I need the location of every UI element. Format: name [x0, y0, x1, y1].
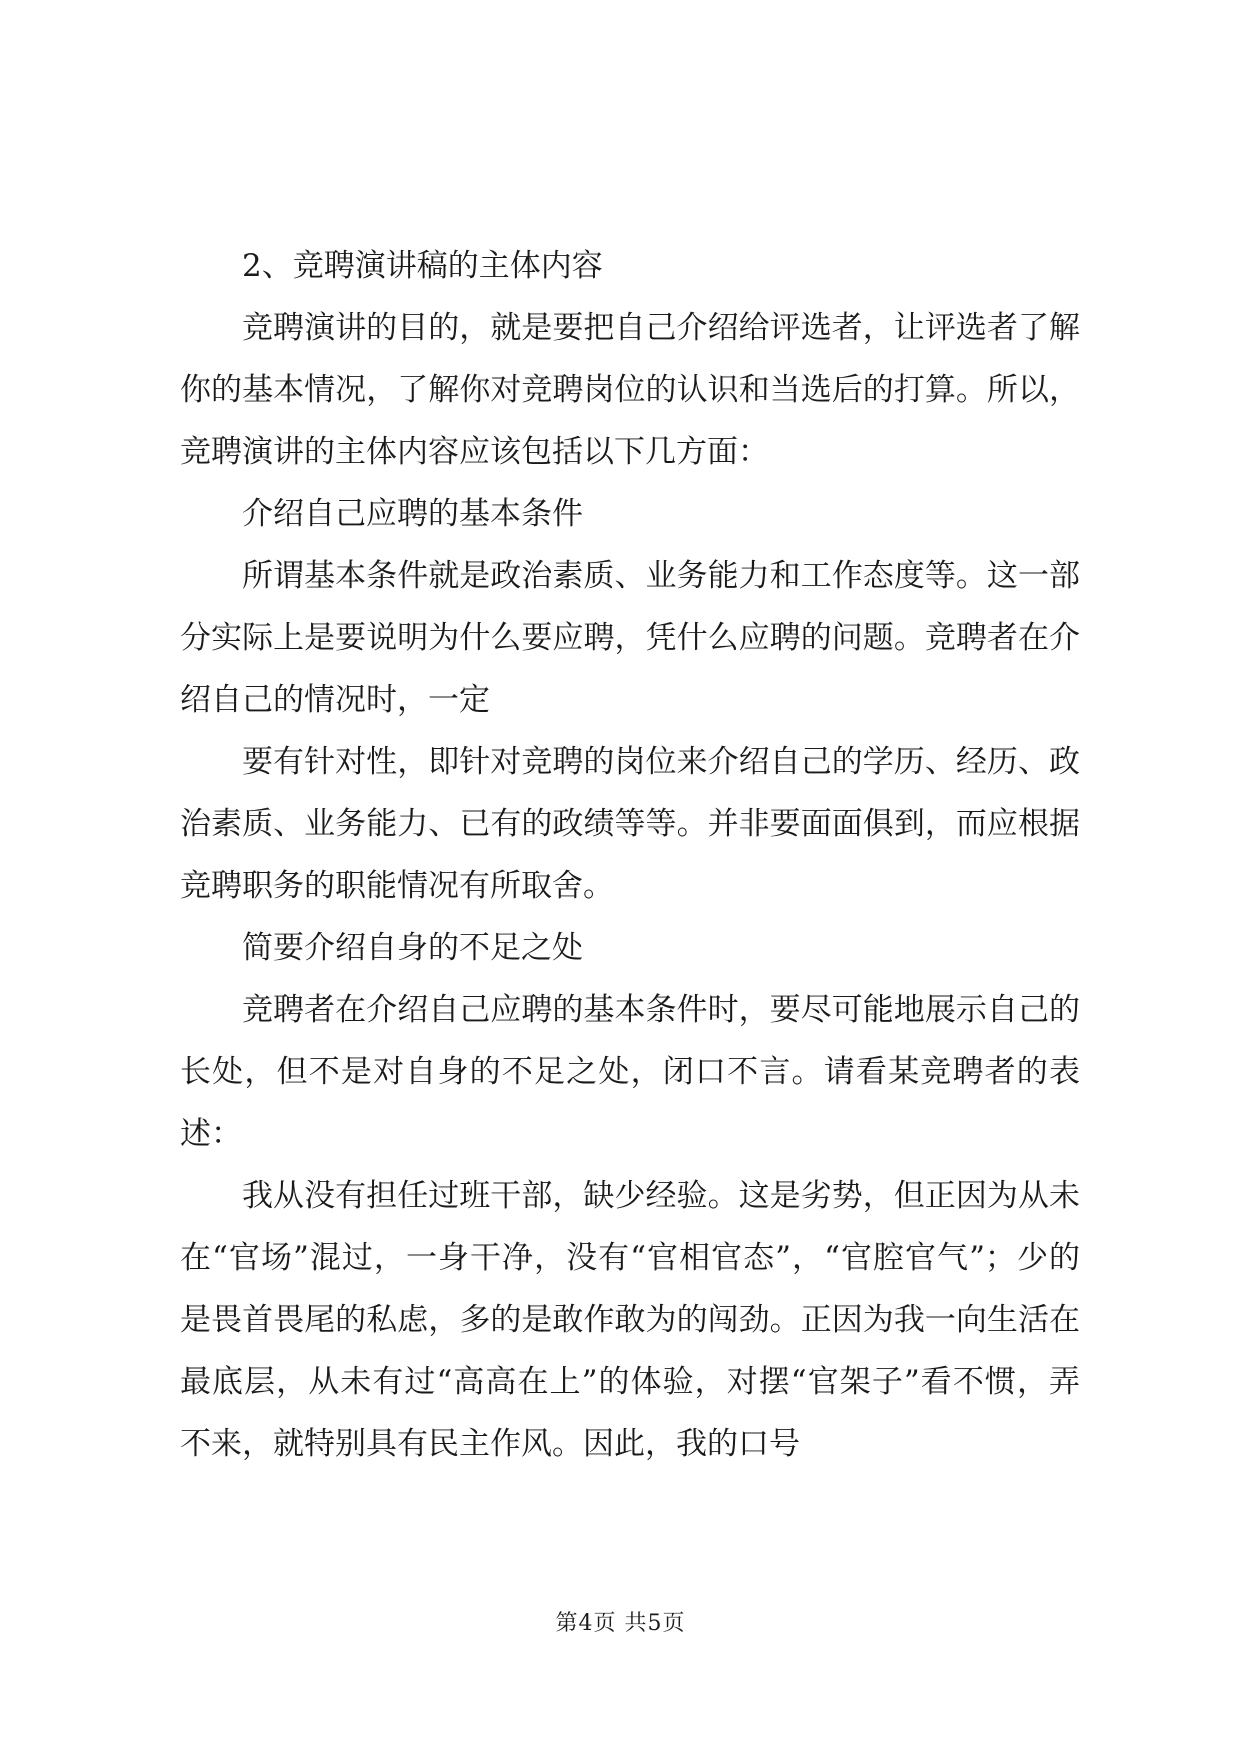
- paragraph: 要有针对性，即针对竞聘的岗位来介绍自己的学历、经历、政治素质、业务能力、已有的政绩等等。并非要面面俱到，而应根据竞聘职务的职能情况有所取舍。: [180, 744, 1080, 904]
- section-heading: 2、竞聘演讲稿的主体内容: [242, 248, 603, 284]
- paragraph: 竞聘者在介绍自己应聘的基本条件时，要尽可能地展示自己的长处，但不是对自身的不足之处，闭口不言。请看某竞聘者的表述：: [180, 992, 1080, 1152]
- subsection-heading: 介绍自己应聘的基本条件: [242, 496, 583, 532]
- paragraph: 竞聘演讲的目的，就是要把自己介绍给评选者，让评选者了解你的基本情况，了解你对竞聘岗位的认识和当选后的打算。所以，竞聘演讲的主体内容应该包括以下几方面：: [180, 310, 1080, 470]
- paragraph: 我从没有担任过班干部，缺少经验。这是劣势，但正因为从未在“官场”混过，一身干净，没有“官相官态”，“官腔官气”；少的是畏首畏尾的私虑，多的是敢作敢为的闯劲。正因为我一向生活在最底层，从未有过“高高在上”的体验，对摆“官架子”看不惯，弄不来，就特别具有民主作风。因此，我的口号: [180, 1178, 1080, 1462]
- subsection-heading: 简要介绍自身的不足之处: [242, 930, 583, 966]
- page-number-footer: 第4页 共5页: [555, 1611, 686, 1636]
- paragraph: 所谓基本条件就是政治素质、业务能力和工作态度等。这一部分实际上是要说明为什么要应聘，凭什么应聘的问题。竞聘者在介绍自己的情况时，一定: [180, 558, 1080, 718]
- document-body: [180, 235, 1080, 1475]
